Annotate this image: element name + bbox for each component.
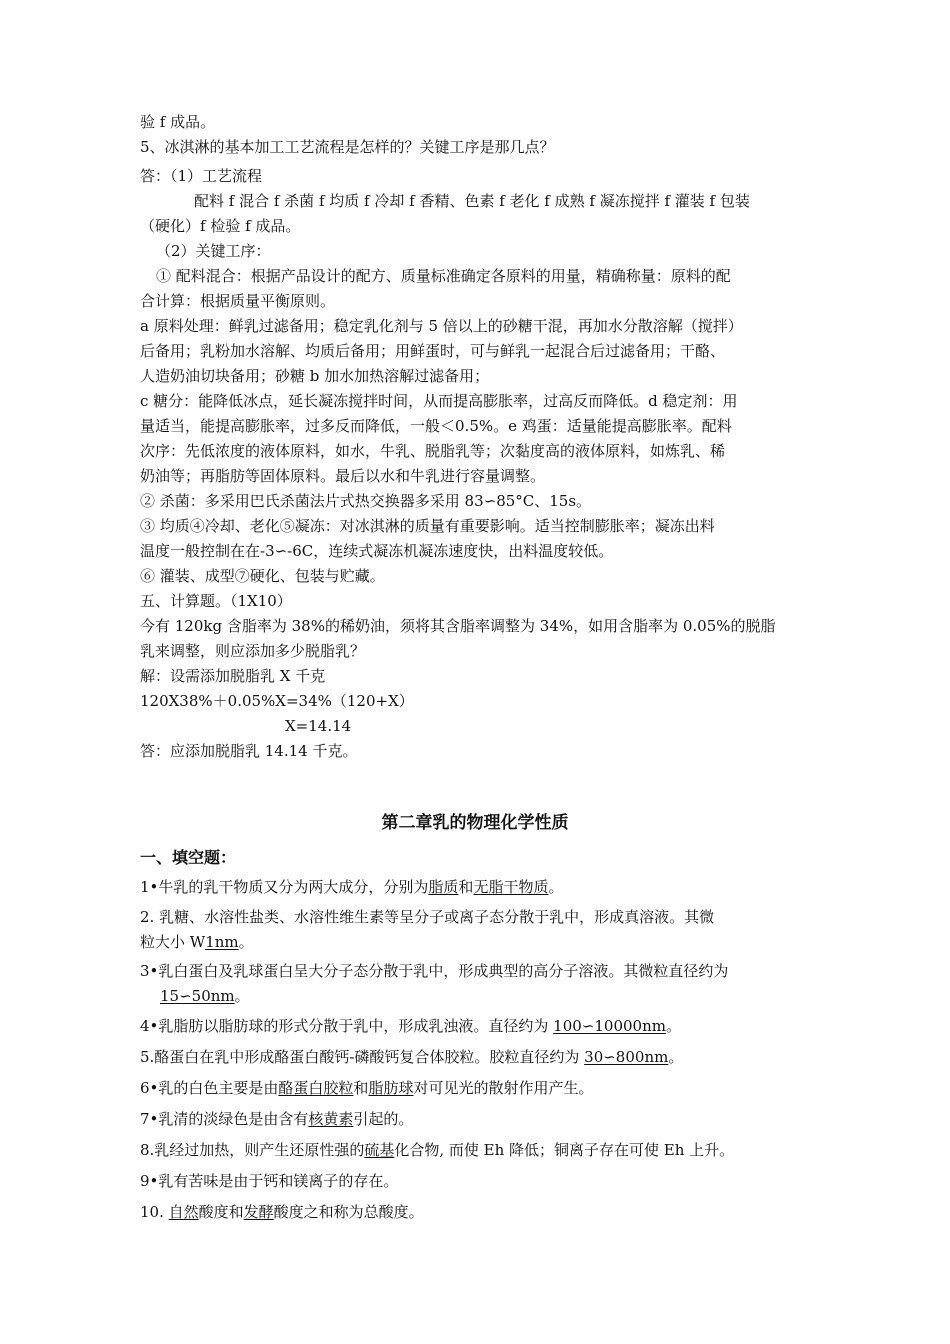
process-flow-line-1: 配料 f 混合 f 杀菌 f 均质 f 冷却 f 香精、色素 f 老化 f 成熟 f 凝冻搅拌 f 灌装 f 包装 [194,192,750,210]
sugar-line-2: 量适当，能提高膨胀率，过多反而降低，一般＜0.5%。e 鸡蛋：适量能提高膨胀率。配料 [140,417,732,435]
fill-item-10: 10. 自然酸度和发酵酸度之和称为总酸度。 [140,1203,424,1221]
fill-item-3: 3•乳白蛋白及乳球蛋白呈大分子态分散于乳中，形成典型的高分子溶液。其微粒直径约为 15∽50nm。 [140,962,729,1005]
raw-material-line-2: 后备用；乳粉加水溶解、均质后备用；用鲜蛋时，可与鲜乳一起混合后过滤备用；干酪、 [140,342,726,360]
sugar-line-3: 次序：先低浓度的液体原料，如水，牛乳、脱脂乳等；次黏度高的液体原料，如炼乳、稀 [140,442,726,460]
raw-material-line-1: a 原料处理：鲜乳过滤备用；稳定乳化剂与 5 倍以上的砂糖干混，再加水分散溶解（搅拌） [140,317,743,335]
calc-problem-line-2: 乳来调整，则应添加多少脱脂乳？ [140,642,366,660]
key-step-1-line-1: ① 配料混合：根据产品设计的配方、质量标准确定各原料的用量，精确称量：原料的配 [156,267,731,285]
answer-heading: 答：（1）工艺流程 [140,167,263,185]
fill-item-6: 6•乳的白色主要是由酪蛋白胶粒和脂肪球对可见光的散射作用产生。 [140,1079,594,1097]
key-step-3-line-1: ③ 均质④冷却、老化⑤凝冻：对冰淇淋的质量有重要影响。适当控制膨胀率；凝冻出料 [140,517,715,535]
raw-material-line-3: 人造奶油切块备用；砂糖 b 加水加热溶解过滤备用； [140,367,490,385]
fill-item-8: 8.乳经过加热，则产生还原性强的硫基化合物, 而使 Eh 降低；铜离子存在可使 Eh 上升。 [140,1141,735,1159]
key-step-2: ② 杀菌：多采用巴氏杀菌法片式热交换器多采用 83∽85°C、15s。 [140,492,592,510]
key-step-1-line-2: 合计算：根据质量平衡原则。 [140,292,336,310]
calc-result: X=14.14 [285,717,352,735]
key-step-3-line-2: 温度一般控制在在-3∽-6C，连续式凝冻机凝冻速度快，出料温度较低。 [140,542,614,560]
fill-item-4: 4•乳脂肪以脂肪球的形式分散于乳中，形成乳浊液。直径约为 100∽10000nm。 [140,1017,681,1035]
sugar-line-1: c 糖分：能降低冰点，延长凝冻搅拌时间，从而提高膨胀率，过高反而降低。d 稳定剂：用 [140,392,738,410]
chapter-title: 第二章乳的物理化学性质 [381,813,569,833]
key-steps-heading: （2）关键工序： [156,242,271,260]
calc-problem-line-1: 今有 120kg 含脂率为 38%的稀奶油，须将其含脂率调整为 34%，如用含脂率为 0.05%的脱脂 [140,617,776,635]
fill-item-9: 9•乳有苦味是由于钙和镁离子的存在。 [140,1172,399,1190]
question-5: 5、冰淇淋的基本加工工艺流程是怎样的？关键工序是那几点？ [140,138,555,156]
section-title: 一、填空题： [140,848,237,867]
fill-item-5: 5.酪蛋白在乳中形成酪蛋白酸钙-磷酸钙复合体胶粒。胶粒直径约为 30∽800nm。 [140,1048,684,1066]
calc-equation: 120X38%＋0.05%X=34%（120+X） [140,692,414,710]
text-line: 验 f 成品。 [140,113,216,131]
fill-item-1: 1•牛乳的乳干物质又分为两大成分，分别为脂质和无脂干物质。 [140,878,564,896]
fill-item-7: 7•乳清的淡绿色是由含有核黄素引起的。 [140,1110,414,1128]
calc-solution: 解：设需添加脱脂乳 X 千克 [140,667,326,685]
calc-answer: 答：应添加脱脂乳 14.14 千克。 [140,742,358,760]
sugar-line-4: 奶油等；再脂肪等固体原料。最后以水和牛乳进行容量调整。 [140,467,546,485]
fill-item-2: 2. 乳糖、水溶性盐类、水溶性维生素等呈分子或离子态分散于乳中，形成真溶液。其微 粒大小 W1nm。 [140,908,715,951]
process-flow-line-2: （硬化）f 检验 f 成品。 [140,217,301,235]
calc-section-title: 五、计算题。（1X10） [140,592,292,610]
key-step-6: ⑥ 灌装、成型⑦硬化、包装与贮藏。 [140,567,385,585]
